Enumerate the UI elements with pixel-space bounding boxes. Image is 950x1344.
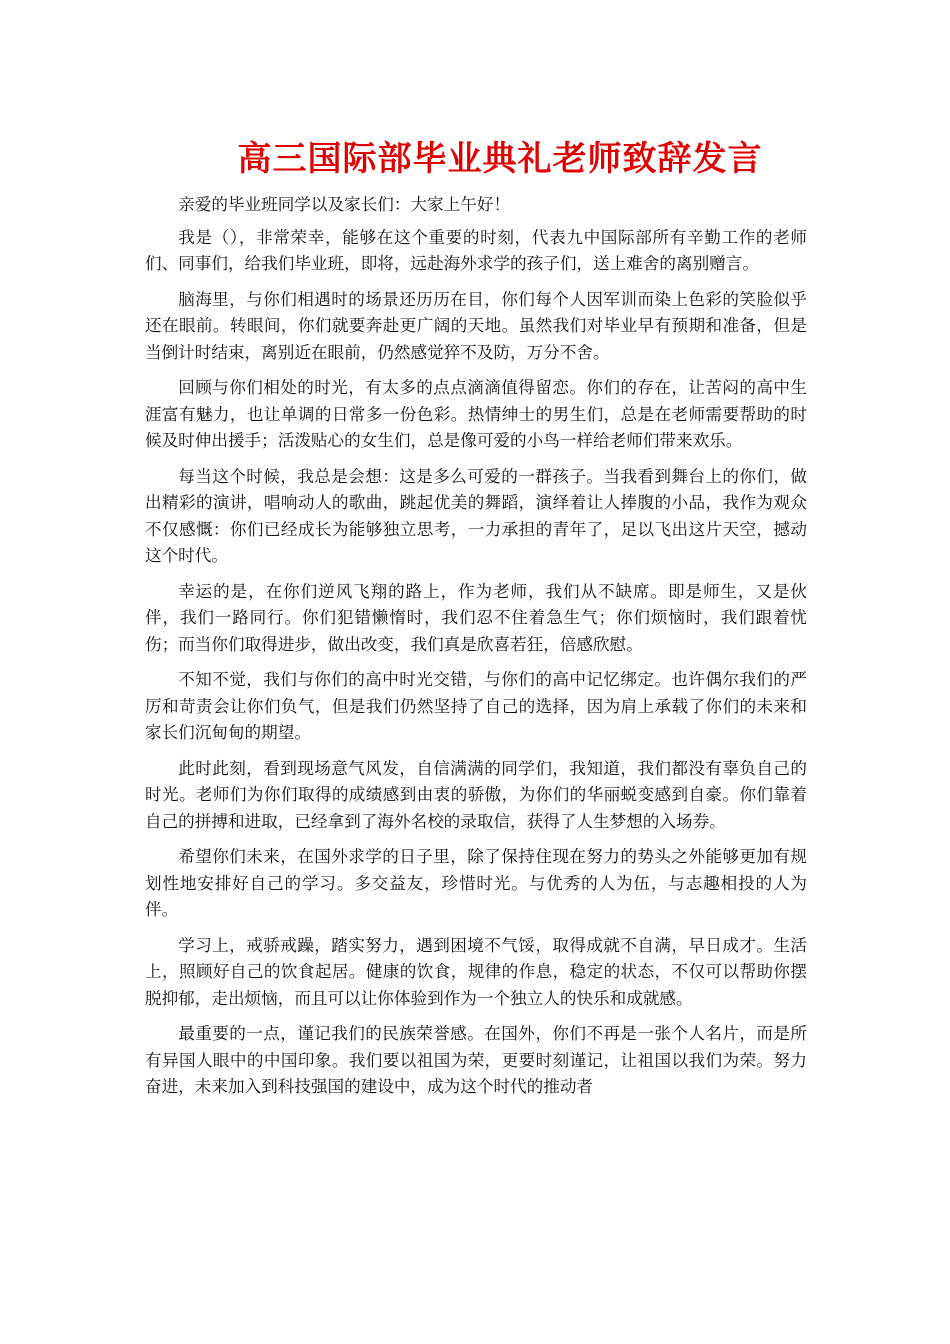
- paragraph: 每当这个时候，我总是会想：这是多么可爱的一群孩子。当我看到舞台上的你们，做出精彩的演讲，唱响动人的歌曲，跳起优美的舞蹈，演绎着让人捧腹的小品，我作为观众不仅感慨：你们已经成长为能够独立思考，一力承担的青年了，足以飞出这片天空，撼动这个时代。: [145, 466, 807, 565]
- paragraph: 幸运的是，在你们逆风飞翔的路上，作为老师，我们从不缺席。即是师生，又是伙伴，我们一路同行。你们犯错懒惰时，我们忍不住着急生气；你们烦恼时，我们跟着忧伤；而当你们取得进步，做出改变，我们真是欣喜若狂，倍感欣慰。: [145, 581, 807, 654]
- document-title: 高三国际部毕业典礼老师致辞发言: [237, 139, 763, 179]
- paragraph: 回顾与你们相处的时光，有太多的点点滴滴值得留恋。你们的存在，让苦闷的高中生涯富有魅力，也让单调的日常多一份色彩。热情绅士的男生们，总是在老师需要帮助的时候及时伸出援手；活泼贴心的女生们，总是像可爱的小鸟一样给老师们带来欢乐。: [145, 378, 807, 450]
- paragraph: 不知不觉，我们与你们的高中时光交错，与你们的高中记忆绑定。也许偶尔我们的严厉和苛责会让你们负气，但是我们仍然坚持了自己的选择，因为肩上承载了你们的未来和家长们沉甸甸的期望。: [145, 670, 807, 742]
- paragraph: 脑海里，与你们相遇时的场景还历历在目，你们每个人因军训而染上色彩的笑脸似乎还在眼前。转眼间，你们就要奔赴更广阔的天地。虽然我们对毕业早有预期和准备，但是当倒计时结束，离别近在眼前，仍然感觉猝不及防，万分不舍。: [145, 289, 807, 362]
- paragraph: 我是（），非常荣幸，能够在这个重要的时刻，代表九中国际部所有辛勤工作的老师们、同事们，给我们毕业班，即将，远赴海外求学的孩子们，送上难舍的离别赠言。: [145, 227, 807, 273]
- paragraph: 学习上，戒骄戒躁，踏实努力，遇到困境不气馁，取得成就不自满，早日成才。生活上，照顾好自己的饮食起居。健康的饮食，规律的作息，稳定的状态，不仅可以帮助你摆脱抑郁，走出烦恼，而且可以让你体验到作为一个独立人的快乐和成就感。: [145, 935, 807, 1008]
- paragraph: 希望你们未来，在国外求学的日子里，除了保持住现在努力的势头之外能够更加有规划性地安排好自己的学习。多交益友，珍惜时光。与优秀的人为伍，与志趣相投的人为伴。: [145, 847, 807, 919]
- paragraph: 最重要的一点，谨记我们的民族荣誉感。在国外，你们不再是一张个人名片，而是所有异国人眼中的中国印象。我们要以祖国为荣，更要时刻谨记，让祖国以我们为荣。努力奋进，未来加入到科技强国的建设中，成为这个时代的推动者: [145, 1024, 807, 1096]
- paragraph: 此时此刻，看到现场意气风发，自信满满的同学们，我知道，我们都没有辜负自己的时光。老师们为你们取得的成绩感到由衷的骄傲，为你们的华丽蜕变感到自豪。你们靠着自己的拼搏和进取，已经拿到了海外名校的录取信，获得了人生梦想的入场券。: [145, 758, 807, 831]
- document-body: [145, 192, 807, 1110]
- paragraph-greeting: 亲爱的毕业班同学以及家长们：大家上午好！: [178, 195, 511, 214]
